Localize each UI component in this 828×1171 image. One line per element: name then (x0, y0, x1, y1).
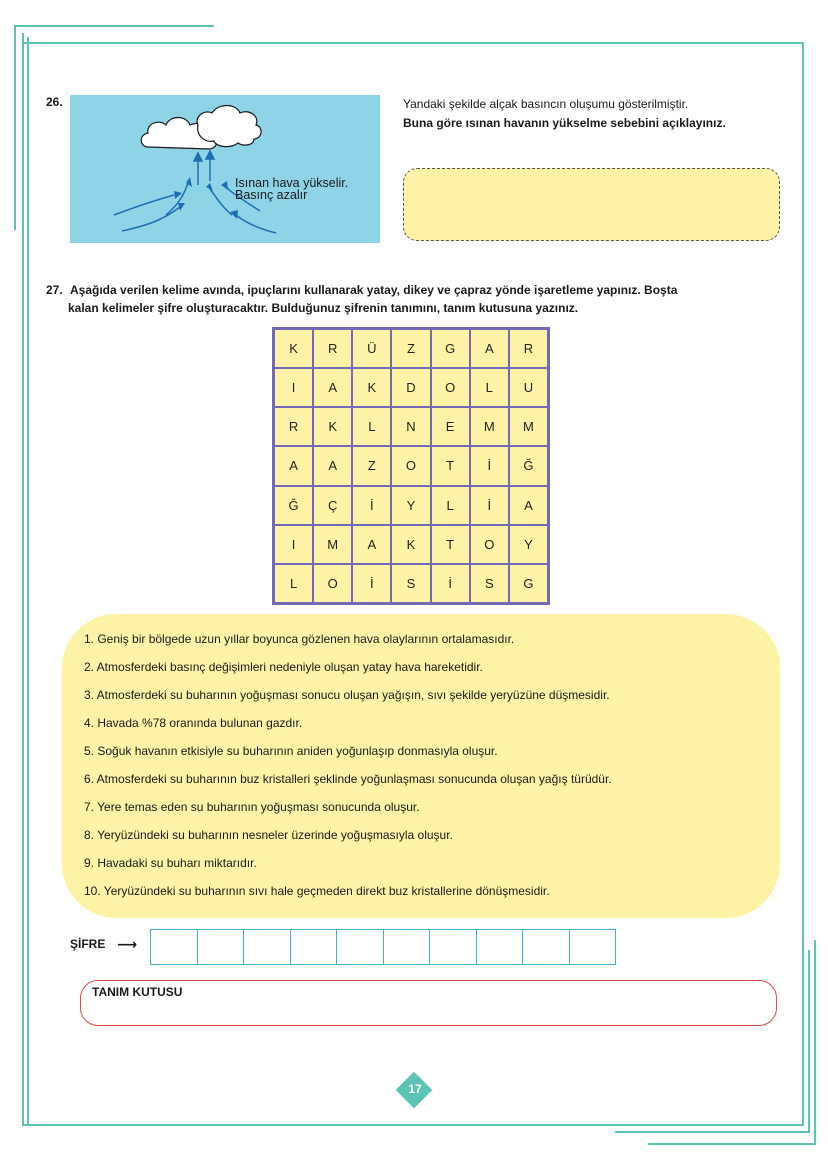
grid-cell[interactable]: Z (391, 329, 430, 368)
grid-cell[interactable]: K (352, 368, 391, 407)
sifre-box[interactable] (151, 930, 198, 964)
grid-cell[interactable]: Y (509, 525, 548, 564)
grid-cell[interactable]: N (391, 407, 430, 446)
grid-cell[interactable]: T (431, 525, 470, 564)
frame-left-outer (14, 25, 16, 230)
clue-item: 2. Atmosferdeki basınç değişimleri nedeniyle oluşan yatay hava hareketidir. (84, 660, 483, 674)
grid-cell[interactable]: İ (352, 486, 391, 525)
grid-cell[interactable]: M (509, 407, 548, 446)
grid-cell[interactable]: G (431, 329, 470, 368)
grid-cell[interactable]: Ğ (509, 446, 548, 485)
grid-cell[interactable]: R (274, 407, 313, 446)
grid-cell[interactable]: Y (391, 486, 430, 525)
sifre-box[interactable] (291, 930, 338, 964)
grid-cell[interactable]: A (470, 329, 509, 368)
grid-cell[interactable]: T (431, 446, 470, 485)
grid-cell[interactable]: G (509, 564, 548, 603)
grid-cell[interactable]: I (274, 368, 313, 407)
grid-cell[interactable]: M (313, 525, 352, 564)
clue-item: 3. Atmosferdeki su buharının yoğuşması sonucu oluşan yağışın, sıvı şekilde yeryüzüne düşmesidir. (84, 688, 610, 702)
tanim-label: TANIM KUTUSU (92, 985, 183, 999)
frame-right-outer2 (814, 940, 816, 1145)
grid-cell[interactable]: L (352, 407, 391, 446)
grid-cell[interactable]: İ (470, 446, 509, 485)
grid-cell[interactable]: İ (431, 564, 470, 603)
grid-cell[interactable]: İ (352, 564, 391, 603)
question-26-line1: Yandaki şekilde alçak basıncın oluşumu gösterilmiştir. (403, 97, 689, 111)
grid-cell[interactable]: L (274, 564, 313, 603)
grid-cell[interactable]: Ğ (274, 486, 313, 525)
clue-item: 4. Havada %78 oranında bulunan gazdır. (84, 716, 303, 730)
clue-item: 8. Yeryüzündeki su buharının nesneler üzerinde yoğuşmasıyla oluşur. (84, 828, 453, 842)
clue-item: 9. Havadaki su buharı miktarıdır. (84, 856, 257, 870)
grid-cell[interactable]: O (391, 446, 430, 485)
clue-item: 1. Geniş bir bölgede uzun yıllar boyunca gözlenen hava olaylarının ortalamasıdır. (84, 632, 515, 646)
grid-cell[interactable]: A (274, 446, 313, 485)
page-number: 17 (408, 1082, 422, 1096)
question-26-number: 26. (46, 95, 63, 109)
grid-cell[interactable]: A (313, 368, 352, 407)
grid-cell[interactable]: K (274, 329, 313, 368)
figure-caption-line1: Isınan hava yükselir. (235, 176, 349, 190)
grid-cell[interactable]: A (509, 486, 548, 525)
frame-top (22, 42, 804, 44)
grid-cell[interactable]: R (509, 329, 548, 368)
sifre-box[interactable] (570, 930, 616, 964)
grid-cell[interactable]: S (470, 564, 509, 603)
grid-cell[interactable]: Z (352, 446, 391, 485)
word-search-grid (272, 327, 550, 605)
grid-cell[interactable]: I (274, 525, 313, 564)
cloud-arrows-illustration (70, 95, 380, 243)
question-26-line2: Buna göre ısınan havanın yükselme sebebini açıklayınız. (403, 116, 726, 130)
clue-item: 10. Yeryüzündeki su buharının sıvı hale geçmeden direkt buz kristallerine dönüşmesidir. (84, 884, 550, 898)
grid-cell[interactable]: E (431, 407, 470, 446)
clue-item: 6. Atmosferdeki su buharının buz kristalleri şeklinde yoğunlaşması sonucunda oluşan yağış türüdür. (84, 772, 612, 786)
grid-cell[interactable]: O (431, 368, 470, 407)
grid-cell[interactable]: M (470, 407, 509, 446)
question-26-text (403, 95, 803, 133)
frame-bottom-outer (615, 1131, 810, 1133)
grid-cell[interactable]: Ü (352, 329, 391, 368)
grid-cell[interactable]: R (313, 329, 352, 368)
sifre-label: ŞİFRE (70, 937, 106, 951)
frame-bottom-outer2 (648, 1143, 816, 1145)
low-pressure-figure (70, 95, 380, 243)
grid-cell[interactable]: Ç (313, 486, 352, 525)
clue-item: 7. Yere temas eden su buharının yoğuşması sonucunda oluşur. (84, 800, 420, 814)
grid-cell[interactable]: L (470, 368, 509, 407)
frame-left-inner (27, 37, 29, 1125)
question-27-text (46, 281, 786, 317)
frame-right (802, 42, 804, 1125)
grid-cell[interactable]: O (313, 564, 352, 603)
sifre-box[interactable] (430, 930, 477, 964)
sifre-box[interactable] (337, 930, 384, 964)
frame-left (22, 33, 24, 1125)
question-27-number: 27. (46, 283, 63, 297)
sifre-box[interactable] (477, 930, 524, 964)
grid-cell[interactable]: K (391, 525, 430, 564)
clue-item: 5. Soğuk havanın etkisiyle su buharının aniden yoğunlaşıp donmasıyla oluşur. (84, 744, 498, 758)
question-26-answer-box[interactable] (403, 168, 780, 241)
frame-bottom (22, 1124, 804, 1126)
question-27-line2: kalan kelimeler şifre oluşturacaktır. Bulduğunuz şifrenin tanımını, tanım kutusuna yazınız. (68, 301, 579, 315)
grid-cell[interactable]: İ (470, 486, 509, 525)
arrow-right-icon: ⟶ (117, 936, 138, 952)
frame-top-outer (14, 25, 214, 27)
grid-cell[interactable]: L (431, 486, 470, 525)
sifre-box[interactable] (384, 930, 431, 964)
grid-cell[interactable]: S (391, 564, 430, 603)
grid-cell[interactable]: A (313, 446, 352, 485)
grid-cell[interactable]: K (313, 407, 352, 446)
frame-right-outer (808, 950, 810, 1133)
question-27-line1: Aşağıda verilen kelime avında, ipuçlarını kullanarak yatay, dikey ve çapraz yönde işaretleme yapınız. Boşta (70, 283, 678, 297)
grid-cell[interactable]: A (352, 525, 391, 564)
tanim-box[interactable] (80, 980, 777, 1026)
sifre-box[interactable] (523, 930, 570, 964)
grid-cell[interactable]: U (509, 368, 548, 407)
figure-caption-line2: Basınç azalır (235, 188, 308, 202)
sifre-boxes (150, 929, 616, 965)
sifre-box[interactable] (198, 930, 245, 964)
grid-cell[interactable]: D (391, 368, 430, 407)
sifre-box[interactable] (244, 930, 291, 964)
grid-cell[interactable]: O (470, 525, 509, 564)
